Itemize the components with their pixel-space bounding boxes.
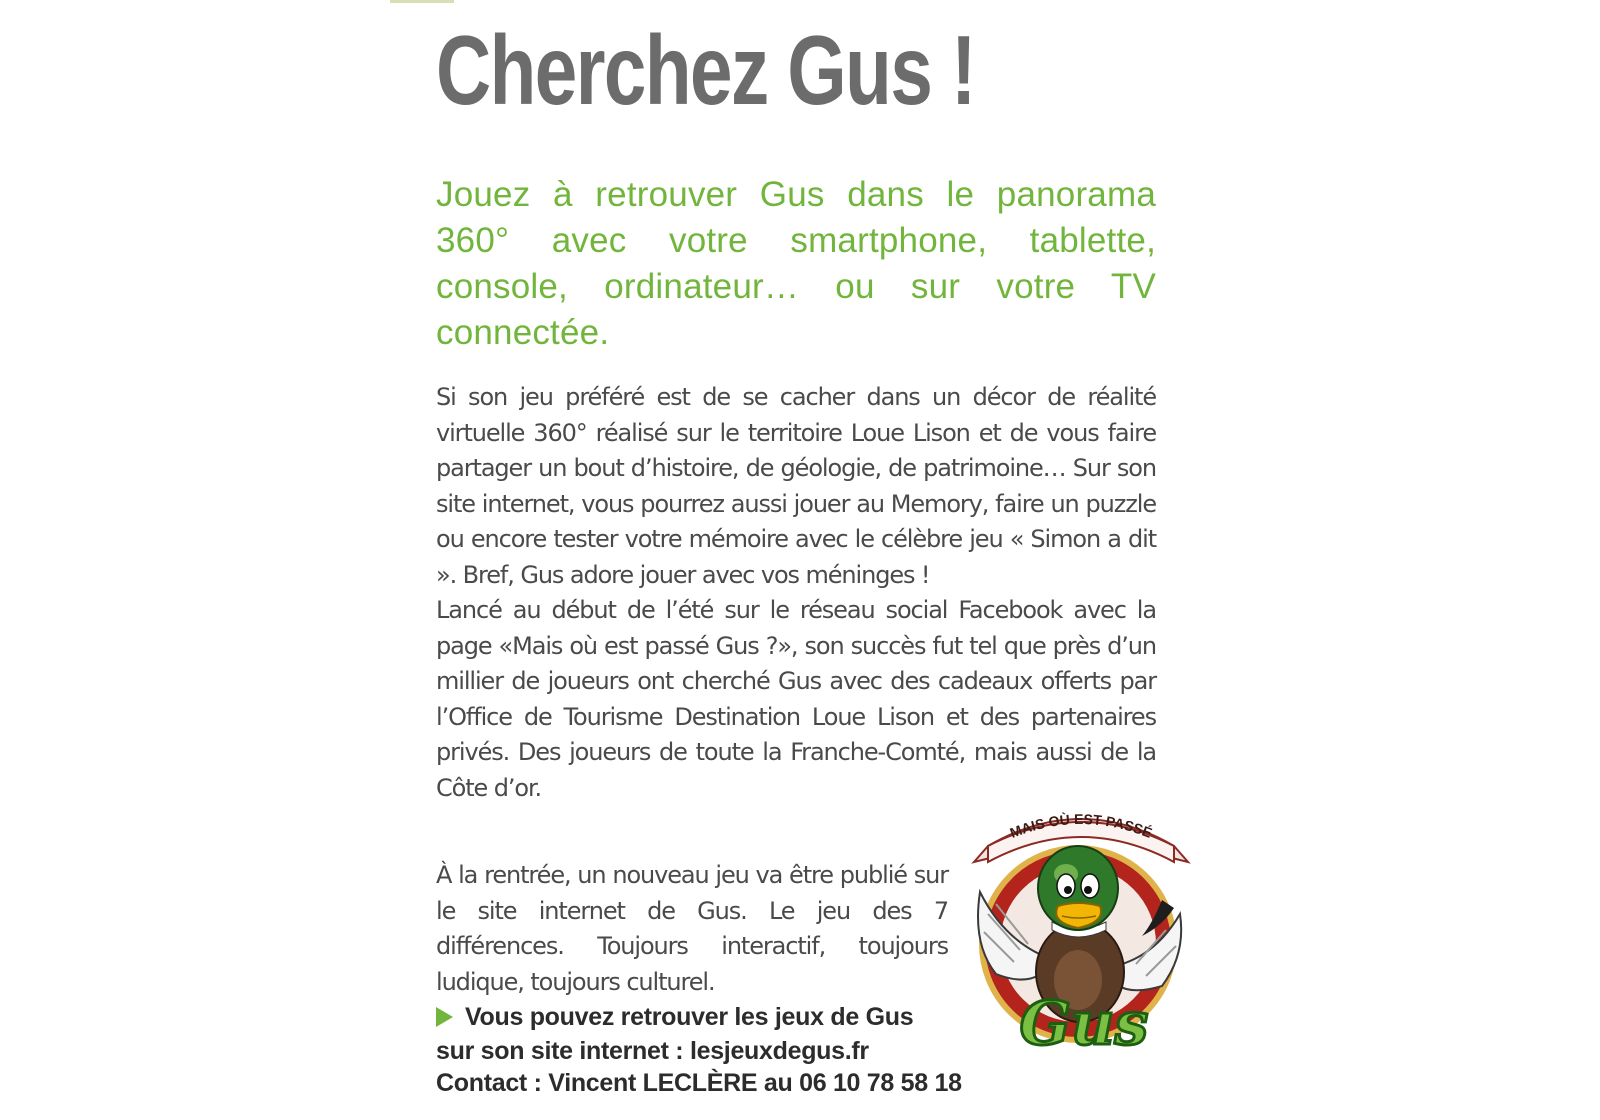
gus-logo: [966, 804, 1196, 1074]
paragraph: Si son jeu préféré est de se cacher dans un décor de réalité virtuelle 360° réalisé sur le territoire Loue Lison et de vous faire partager un bout d’histoire, de géologie, de patrimoine… Sur son site internet, vous pourrez aussi jouer au Memory, faire un puzzle ou encore tester votre mémoire avec le célèbre jeu « Simon a dit ». Bref, Gus adore jouer avec vos méninges !: [436, 383, 1156, 589]
logo-name-text: Gus: [1019, 989, 1149, 1059]
article: [436, 10, 1156, 806]
logo-banner-text: MAIS OÙ EST PASSÉ: [1007, 810, 1155, 841]
rentree-paragraph: À la rentrée, un nouveau jeu va être publié sur le site internet de Gus. Le jeu des 7 différences. Toujours interactif, toujours ludique, toujours culturel.: [436, 861, 948, 996]
play-arrow-icon: [436, 1007, 453, 1027]
cta-line: [436, 1000, 948, 1034]
contact-line: Contact : Vincent LECLÈRE au 06 10 78 58 18: [436, 1069, 962, 1097]
cta-text: Vous pouvez retrouver les jeux de Gus: [465, 1003, 914, 1031]
website-line: sur son site internet : lesjeuxdegus.fr: [436, 1037, 869, 1065]
paragraph: Lancé au début de l’été sur le réseau social Facebook avec la page «Mais où est passé Gus ?», son succès fut tel que près d’un millier de joueurs ont cherché Gus avec des cadeaux offerts par l’Office de Tourisme Destination Loue Lison et des partenaires privés. Des joueurs de toute la Franche-Comté, mais aussi de la Côte d’or.: [436, 596, 1156, 802]
page-title: Cherchez Gus !: [436, 15, 975, 125]
top-rule: [390, 0, 454, 3]
article-body: [436, 380, 1156, 806]
lede: Jouez à retrouver Gus dans le panorama 360° avec votre smartphone, tablette, console, ordinateur… ou sur votre TV connectée.: [436, 175, 1156, 352]
lower-block: [436, 858, 948, 1068]
